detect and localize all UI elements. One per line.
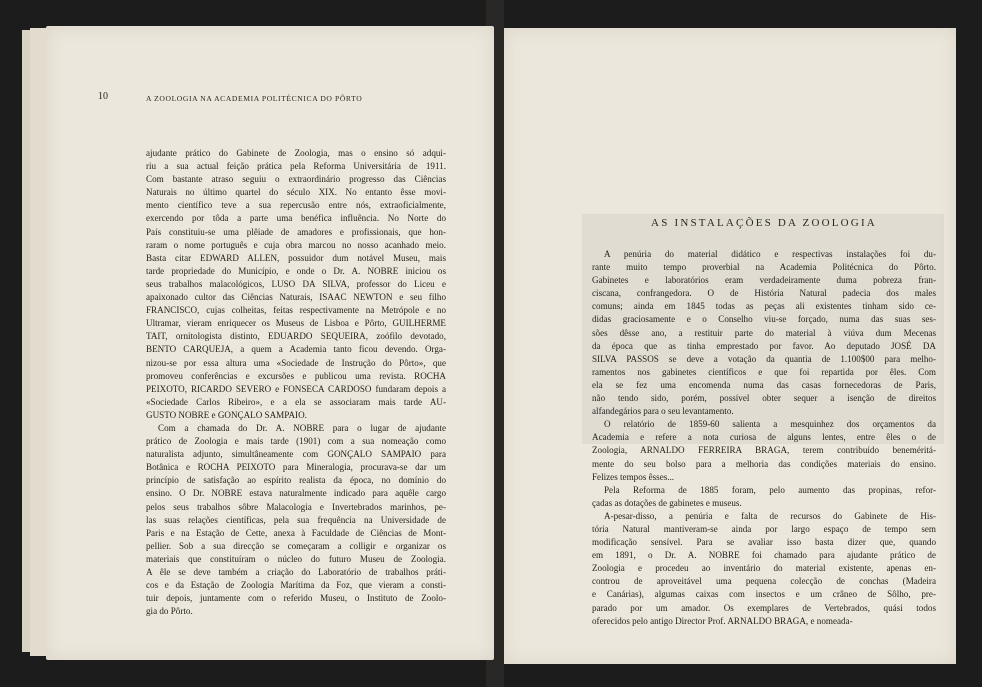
text-line: las suas relações científicas, pela sua frequência na Universidade de bbox=[146, 514, 446, 525]
text-line: Zoologia e procedeu ao inventário do material existente, apenas en- bbox=[592, 563, 936, 574]
text-line: «Sociedade Carlos Ribeiro», e a ela se associaram mais tarde AU- bbox=[146, 396, 446, 407]
text-line: ensino. O Dr. NOBRE estava naturalmente indicado para aquêle cargo bbox=[146, 488, 446, 499]
text-line: ciscana, confrangedora. O de História Natural padecia dos males bbox=[592, 288, 936, 299]
text-line: oferecidos pelo antigo Director Prof. ARNALDO BRAGA, e nomeada- bbox=[592, 615, 853, 626]
text-line: tarde propriedade do Município, e onde o Dr. A. NOBRE iniciou os bbox=[146, 265, 446, 276]
left-page bbox=[46, 26, 494, 660]
text-line: naturalista adjunto, simultâneamente com GONÇALO SAMPAIO para bbox=[146, 449, 446, 460]
text-line: Paris e na Estação de Cette, anexa à Faculdade de Ciências de Mont- bbox=[146, 527, 446, 538]
text-line: SILVA PASSOS se deve a votação da quantia de 1.100$00 para melho- bbox=[592, 353, 936, 364]
text-line: nizou-se por essa altura uma «Sociedade de Instrução do Pôrto», que bbox=[146, 357, 446, 368]
left-page-body bbox=[146, 147, 446, 618]
text-line: comuns; ainda em 1845 todas as peças ali existentes tinham sido ce- bbox=[592, 301, 936, 312]
right-page-body bbox=[592, 248, 936, 628]
text-line: pellier. Sob a sua direcção se começaram a colligir e organizar os bbox=[146, 540, 446, 551]
text-line: Com a chamada do Dr. A. NOBRE para o lugar de ajudante bbox=[158, 422, 446, 433]
text-line: Gabinetes e laboratórios eram verdadeiramente duma pobreza fran- bbox=[592, 275, 936, 286]
text-line: rante muito tempo proverbial na Academia Politécnica do Pôrto. bbox=[592, 262, 936, 273]
text-line: riu a sua actual feição prática pela Reforma Universitária de 1911. bbox=[146, 161, 446, 172]
text-line: A-pesar-disso, a penúria e falta de recursos do Gabinete de His- bbox=[604, 510, 936, 521]
text-line: mente do seu bolso para a melhoria das condições materiais do ensino. bbox=[592, 458, 936, 469]
text-line: Pela Reforma de 1885 foram, pelo aumento das propinas, refor- bbox=[604, 484, 936, 495]
text-line: País constituiu-se uma plêiade de amadores e profissionais, que hon- bbox=[146, 226, 446, 237]
text-line: apaixonado cultor das Ciências Naturais, ISAAC NEWTON e seu filho bbox=[146, 292, 446, 303]
text-line: didas graciosamente e o Conselho viu-se forçado, numa das suas ses- bbox=[592, 314, 936, 325]
text-line: GUSTO NOBRE e GONÇALO SAMPAIO. bbox=[146, 409, 307, 420]
text-line: gia do Pôrto. bbox=[146, 606, 193, 617]
text-line: Basta citar EDWARD ALLEN, possuidor dum notável Museu, mais bbox=[146, 252, 446, 263]
right-page bbox=[504, 28, 956, 664]
text-line: A penúria do material didático e respectivas instalações foi du- bbox=[604, 249, 936, 259]
text-line: PEIXOTO, RICARDO SEVERO e FONSECA CARDOSO fundaram depois a bbox=[146, 383, 446, 394]
text-line: tuir depois, juntamente com o referido Museu, o Instituto de Zoolo- bbox=[146, 593, 446, 604]
text-line: ela se fez uma encomenda numa das casas fornecedoras de Paris, bbox=[592, 379, 936, 390]
text-line: cos e da Estação de Zoologia Marítima da Foz, que vieram a consti- bbox=[146, 580, 446, 591]
text-line: TAIT, ornitologista distinto, EDUARDO SEQUEIRA, zoófilo devotado, bbox=[146, 331, 446, 342]
text-line: parado por um amador. Os exemplares de Vertebrados, quási todos bbox=[592, 602, 936, 613]
text-line: Botânica e ROCHA PEIXOTO para Mineralogia, procurava-se dar um bbox=[146, 462, 446, 473]
text-line: raram o nome português e cuja obra marcou no nosso acanhado meio. bbox=[146, 239, 446, 250]
text-line: Felizes tempos êsses... bbox=[592, 471, 675, 482]
text-line: Ultramar, vieram enriquecer os Museus de Lisboa e Pôrto, GUILHERME bbox=[146, 318, 446, 329]
text-line: em 1891, o Dr. A. NOBRE foi chamado para ajudante prático de bbox=[592, 550, 936, 561]
text-line: BENTO CARQUEJA, a quem a Academia tanto ficou devendo. Orga- bbox=[146, 344, 446, 355]
text-line: Naturais no último quartel do século XIX. No entanto êsse movi- bbox=[146, 187, 446, 198]
text-line: O relatório de 1859-60 salienta a mesquinhez dos orçamentos da bbox=[604, 419, 936, 430]
text-line: controu de aproveitável uma pequena colecção de conchas (Madeira bbox=[592, 576, 936, 587]
text-line: e Canárias), algumas caixas com insectos e um crâneo de Sôlho, pre- bbox=[592, 589, 936, 600]
text-line: sões dêsse ano, a restituir parte do material à viúva dum Mecenas bbox=[592, 327, 936, 338]
text-line: mento científico teve a sua repercusão entre nós, extraoficialmente, bbox=[146, 200, 446, 211]
chapter-title: AS INSTALAÇÕES DA ZOOLOGIA bbox=[651, 217, 877, 229]
text-line: promoveu conferências e excursões e publicou uma revista. ROCHA bbox=[146, 370, 446, 381]
text-line: da época que as tinha emprestado por favor. Ao deputado JOSÉ DA bbox=[592, 340, 936, 351]
text-line: pelos seus trabalhos sôbre Malacologia e Invertebrados marinhos, pe- bbox=[146, 501, 446, 512]
text-line: alfandegários para o seu levantamento. bbox=[592, 406, 734, 417]
text-line: Com bastante atraso seguiu o extraordinário progresso das Ciências bbox=[146, 174, 446, 185]
text-line: prático de Zoologia e mais tarde (1901) com a sua nomeação como bbox=[146, 436, 446, 447]
text-line: tória Natural mantiveram-se ainda por largo espaço de tempo sem bbox=[592, 523, 936, 534]
text-line: princípio de satisfação ao espírito realista da época, no domínio do bbox=[146, 475, 446, 486]
text-line: ramentos nos gabinetes científicos e que foi repartida por êles. Com bbox=[592, 366, 936, 377]
text-line: FRANCISCO, cujas colheitas, feitas respectivamente na Metrópole e no bbox=[146, 305, 446, 316]
text-line: não tendo sido, porém, possível obter sequer a isenção de direitos bbox=[592, 393, 936, 404]
text-line: materiais que constituíram o núcleo do futuro Museu de Zoologia. bbox=[146, 553, 446, 564]
text-line: Zoologia, ARNALDO FERREIRA BRAGA, terem contribuído beneméritá- bbox=[592, 445, 936, 456]
text-line: modificação sensível. Para se avaliar isso basta dizer que, quando bbox=[592, 537, 936, 548]
text-line: A êle se deve também a criação do Laboratório de trabalhos práti- bbox=[146, 567, 446, 577]
text-line: Academia e refere a nota curiosa de alguns lentes, entre êles o de bbox=[592, 432, 936, 443]
text-line: ajudante prático do Gabinete de Zoologia, mas o ensino só adqui- bbox=[146, 148, 446, 158]
page-number: 10 bbox=[98, 91, 108, 102]
text-line: seus trabalhos malacológicos, LUSO DA SILVA, professor do Liceu e bbox=[146, 278, 446, 289]
text-line: exercendo por tôda a parte uma benéfica influência. No Norte do bbox=[146, 213, 446, 224]
text-line: çadas as dotações de gabinetes e museus. bbox=[592, 497, 742, 508]
running-head: A ZOOLOGIA NA ACADEMIA POLITÉCNICA DO PÔRTO bbox=[146, 94, 363, 103]
